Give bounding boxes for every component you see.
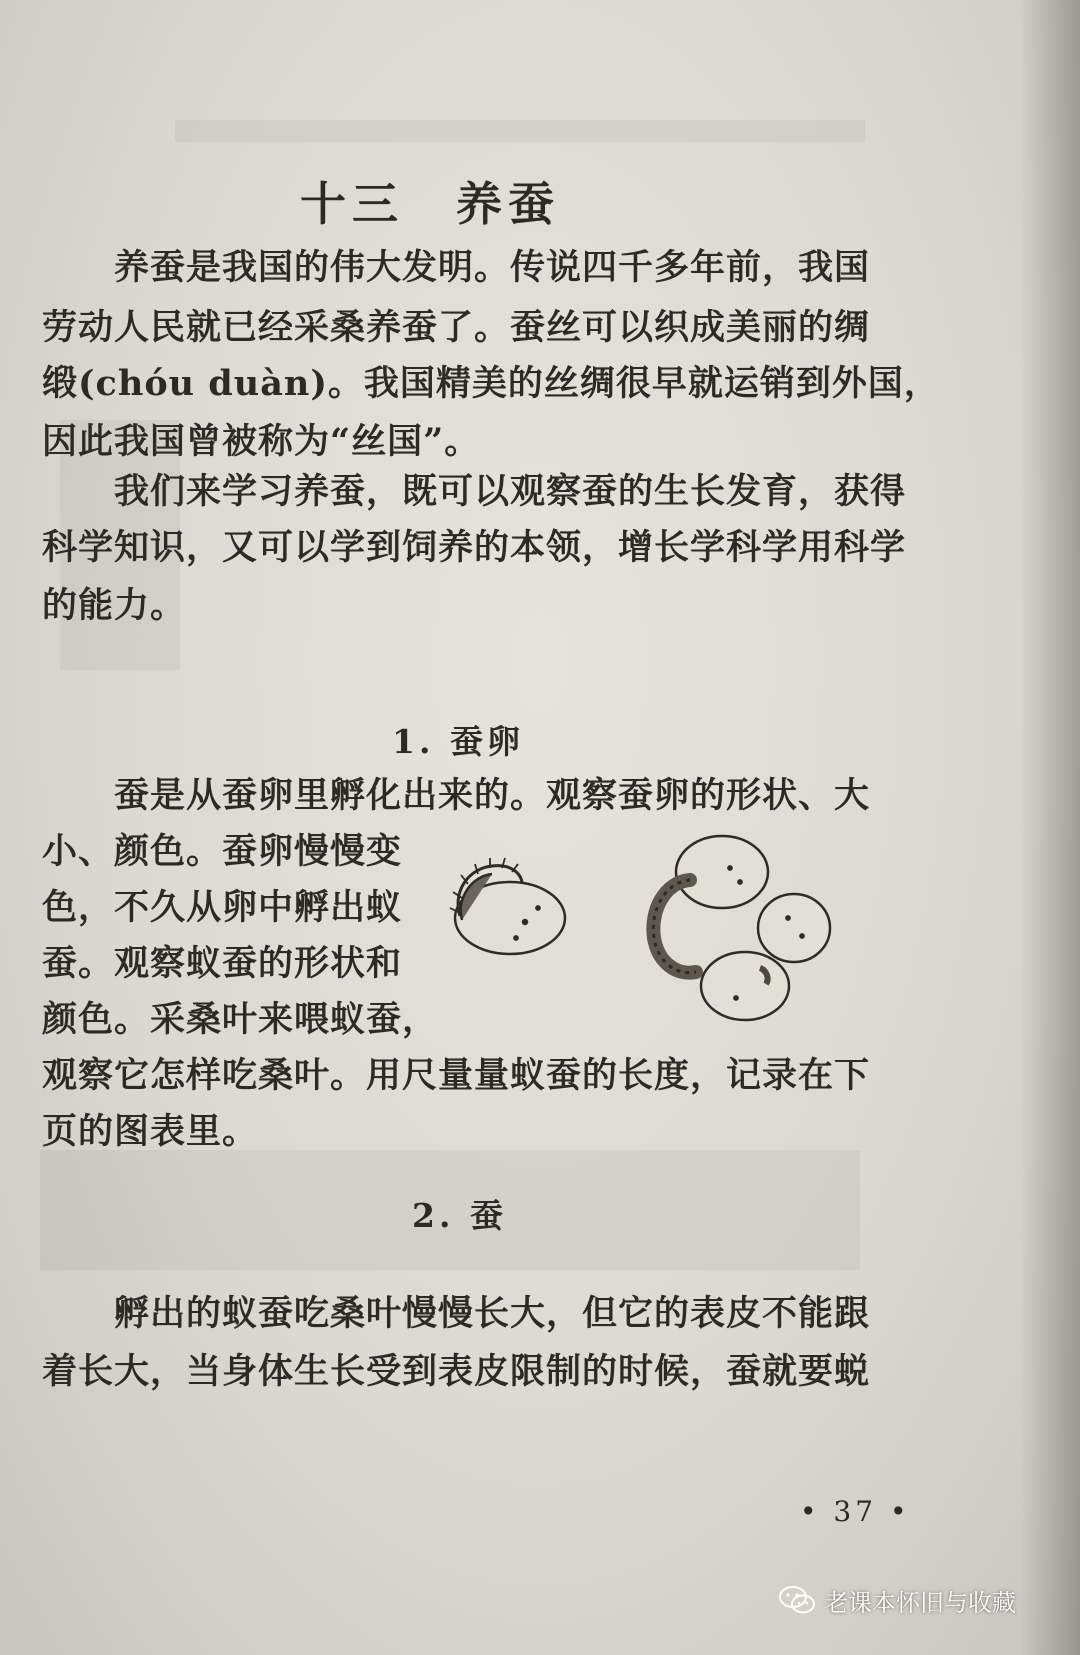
section1-line-4: 蚕。观察蚁蚕的形状和: [42, 943, 403, 984]
para2-line-3: 的能力。: [42, 585, 187, 626]
para2-line-2: 科学知识，又可以学到饲养的本领，增长学科学用科学: [42, 527, 907, 568]
lesson-title: 十三 养蚕: [300, 177, 560, 231]
section1-line-1: 蚕是从蚕卵里孵化出来的。观察蚕卵的形状、大: [42, 775, 871, 816]
section1-line-5: 颜色。采桑叶来喂蚁蚕，: [42, 999, 439, 1040]
para2-line-1: 我们来学习养蚕，既可以观察蚕的生长发育，获得: [42, 471, 907, 512]
section1-line-3: 色，不久从卵中孵出蚁: [42, 887, 403, 928]
section-heading-silkworm: 2. 蚕: [412, 1196, 507, 1235]
section2-line-1: 孵出的蚁蚕吃桑叶慢慢长大，但它的表皮不能跟: [42, 1293, 871, 1334]
bleed-through-text: [175, 120, 865, 142]
section2-line-2: 着长大，当身体生长受到表皮限制的时候，蚕就要蜕: [42, 1351, 871, 1392]
intro-line-2: 劳动人民就已经采桑养蚕了。蚕丝可以织成美丽的绸: [42, 307, 871, 348]
intro-line-4: 因此我国曾被称为“丝国”。: [42, 421, 481, 462]
intro-line-1: 养蚕是我国的伟大发明。传说四千多年前，我国: [42, 247, 871, 288]
page-number: • 37 •: [800, 1495, 911, 1528]
egg-cluster-right: [653, 836, 830, 1020]
intro-line-3: 缎(chóu duàn)。我国精美的丝绸很早就运销到外国，: [42, 363, 940, 404]
section1-line-2: 小、颜色。蚕卵慢慢变: [42, 831, 403, 872]
watermark-text: 老课本怀旧与收藏: [824, 1588, 1016, 1617]
section1-line-6: 观察它怎样吃桑叶。用尺量量蚁蚕的长度，记录在下: [42, 1055, 871, 1096]
hatching-egg-left: [450, 858, 565, 954]
section1-line-7: 页的图表里。: [42, 1111, 259, 1152]
watermark: [778, 1580, 1016, 1620]
silkworm-egg-illustration: [440, 820, 890, 1060]
binding-shadow: [1020, 0, 1080, 1655]
section-heading-eggs: 1. 蚕卵: [392, 722, 524, 761]
wechat-icon: [778, 1585, 816, 1615]
